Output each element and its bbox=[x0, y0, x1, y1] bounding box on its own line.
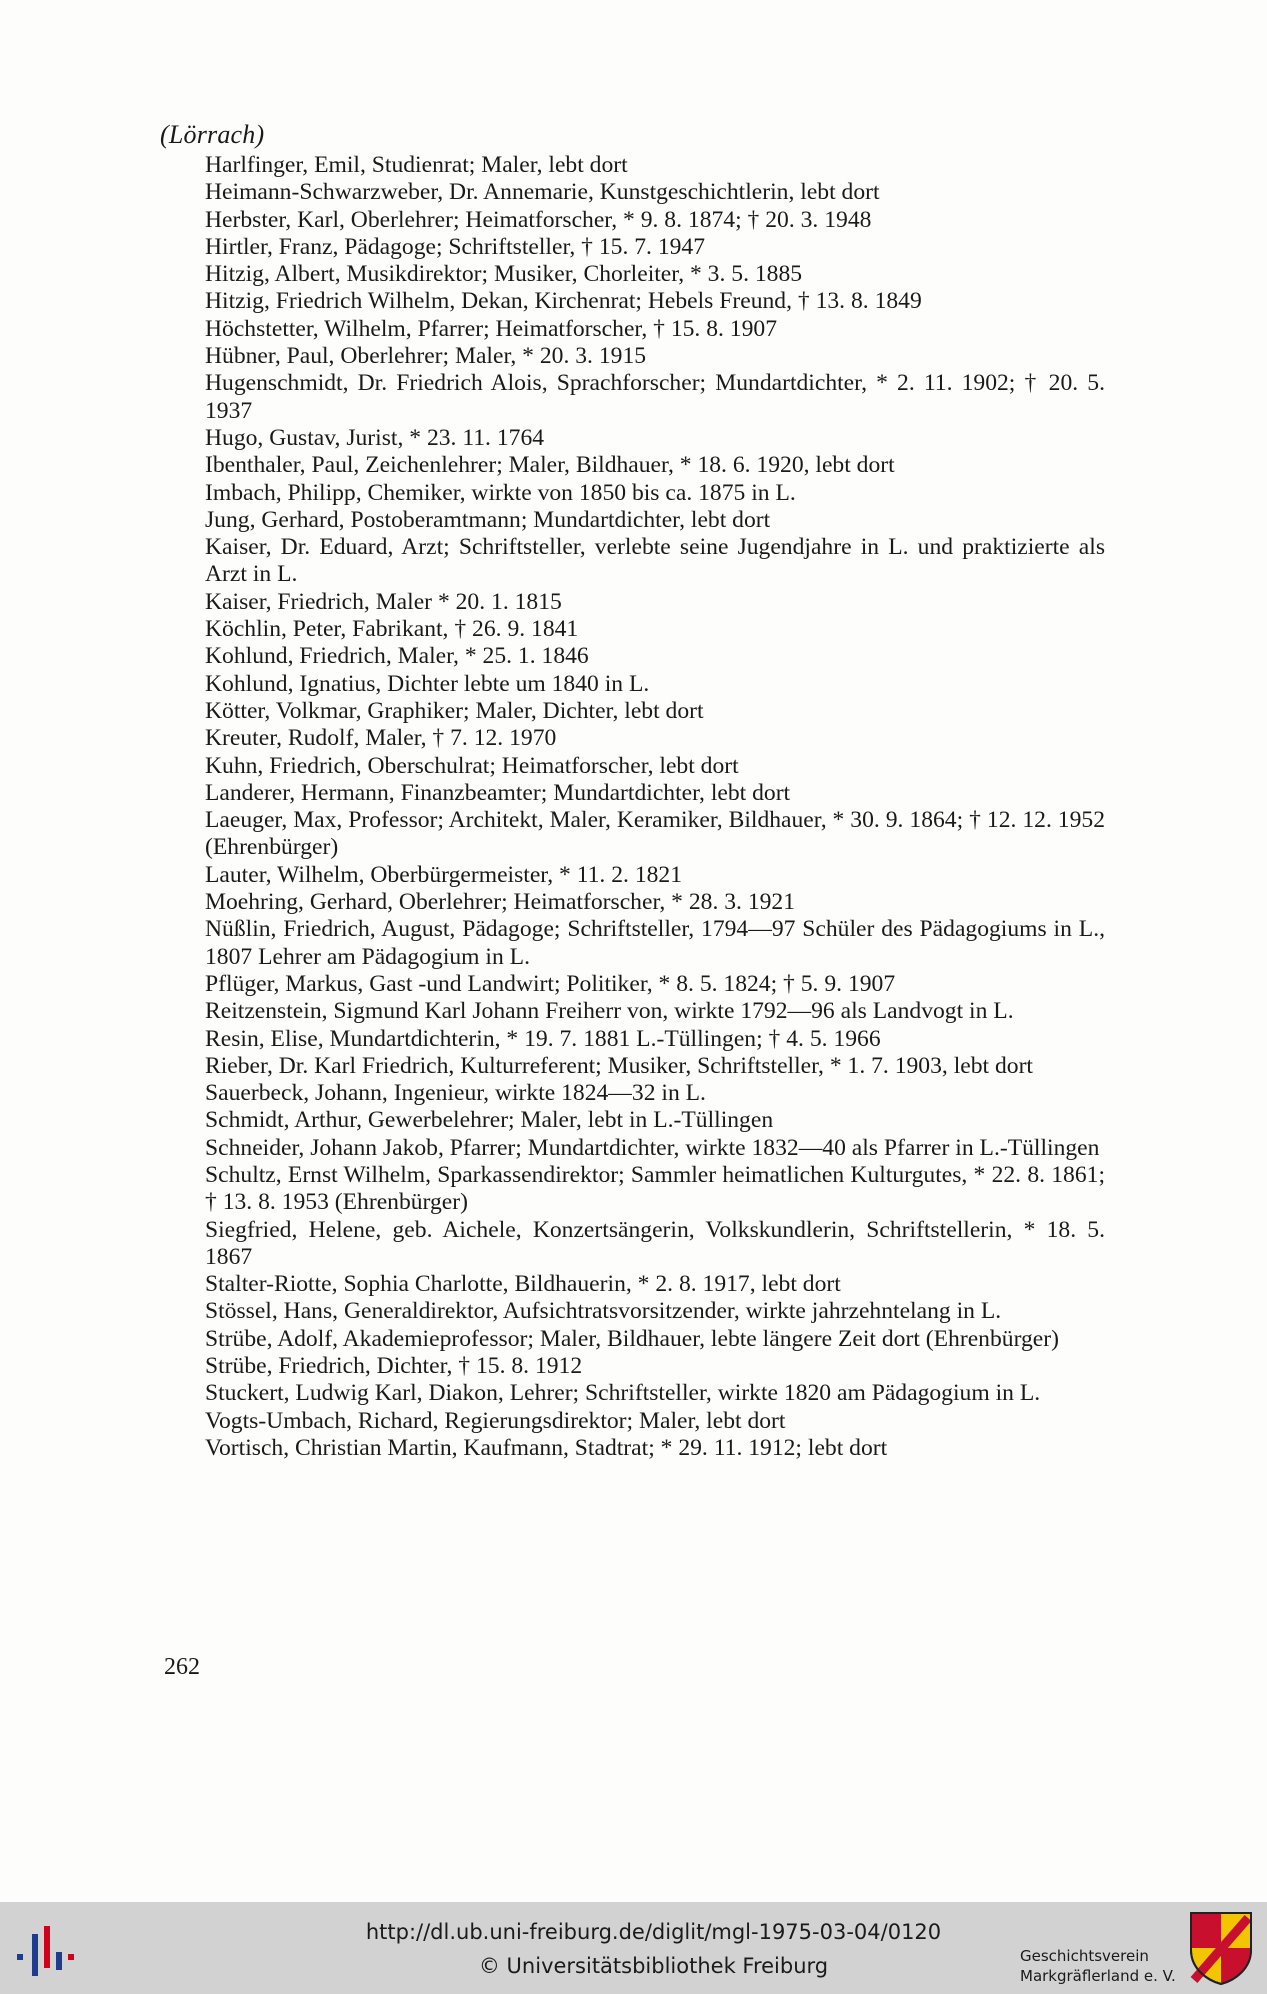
list-item: Hugo, Gustav, Jurist, * 23. 11. 1764 bbox=[205, 424, 545, 451]
list-item: Schneider, Johann Jakob, Pfarrer; Mundartdichter, wirkte 1832—40 als Pfarrer in L.-Tüllingen bbox=[205, 1134, 1100, 1161]
list-item: Stalter-Riotte, Sophia Charlotte, Bildhauerin, * 2. 8. 1917, lebt dort bbox=[205, 1271, 841, 1298]
list-item: Hübner, Paul, Oberlehrer; Maler, * 20. 3. 1915 bbox=[205, 343, 647, 370]
list-item: Köchlin, Peter, Fabrikant, † 26. 9. 1841 bbox=[205, 616, 579, 643]
geschichtsverein-crest-icon bbox=[1188, 1910, 1254, 1986]
list-item: Strübe, Friedrich, Dichter, † 15. 8. 1912 bbox=[205, 1353, 583, 1380]
list-item: Kaiser, Dr. Eduard, Arzt; Schriftsteller, verlebte seine Jugendjahre in L. und praktizierte als Arzt in L. bbox=[205, 534, 1105, 588]
society-name bbox=[1020, 1946, 1176, 1986]
list-item: Harlfinger, Emil, Studienrat; Maler, lebt dort bbox=[205, 152, 628, 178]
list-item: Kuhn, Friedrich, Oberschulrat; Heimatforscher, lebt dort bbox=[205, 752, 739, 779]
list-item: Nüßlin, Friedrich, August, Pädagoge; Schriftsteller, 1794—97 Schüler des Pädagogiums in L., 1807 Lehrer am Pädagogium in L. bbox=[205, 916, 1105, 970]
list-item: Resin, Elise, Mundartdichterin, * 19. 7. 1881 L.-Tüllingen; † 4. 5. 1966 bbox=[205, 1025, 881, 1052]
list-item: Pflüger, Markus, Gast -und Landwirt; Politiker, * 8. 5. 1824; † 5. 9. 1907 bbox=[205, 970, 896, 997]
list-item: Kohlund, Ignatius, Dichter lebte um 1840 in L. bbox=[205, 670, 650, 697]
list-item: Kaiser, Friedrich, Maler * 20. 1. 1815 bbox=[205, 588, 562, 615]
list-item: Ibenthaler, Paul, Zeichenlehrer; Maler, Bildhauer, * 18. 6. 1920, lebt dort bbox=[205, 452, 895, 479]
list-item: Stössel, Hans, Generaldirektor, Aufsichtratsvorsitzender, wirkte jahrzehntelang in L. bbox=[205, 1298, 1002, 1325]
permalink-url[interactable]: http://dl.ub.uni-freiburg.de/diglit/mgl-1975-03-04/0120 bbox=[365, 1920, 942, 1944]
list-item: Imbach, Philipp, Chemiker, wirkte von 1850 bis ca. 1875 in L. bbox=[205, 479, 796, 506]
society-line-1: Geschichtsverein bbox=[1020, 1947, 1149, 1965]
entry-list bbox=[205, 152, 1105, 1462]
list-item: Landerer, Hermann, Finanzbeamter; Mundartdichter, lebt dort bbox=[205, 779, 791, 806]
list-item: Stuckert, Ludwig Karl, Diakon, Lehrer; Schriftsteller, wirkte 1820 am Pädagogium in L. bbox=[205, 1380, 1041, 1407]
list-item: Hirtler, Franz, Pädagoge; Schriftsteller, † 15. 7. 1947 bbox=[205, 233, 706, 260]
list-item: Schultz, Ernst Wilhelm, Sparkassendirektor; Sammler heimatlichen Kulturgutes, * 22. 8. 1861; † 13. 8. 1953 (Ehrenbürger) bbox=[205, 1161, 1105, 1216]
list-item: Lauter, Wilhelm, Oberbürgermeister, * 11. 2. 1821 bbox=[205, 861, 683, 888]
list-item: Höchstetter, Wilhelm, Pfarrer; Heimatforscher, † 15. 8. 1907 bbox=[205, 315, 777, 342]
list-item: Heimann-Schwarzweber, Dr. Annemarie, Kunstgeschichtlerin, lebt dort bbox=[205, 179, 880, 206]
list-item: Moehring, Gerhard, Oberlehrer; Heimatforscher, * 28. 3. 1921 bbox=[205, 889, 796, 916]
list-item: Laeuger, Max, Professor; Architekt, Maler, Keramiker, Bildhauer, * 30. 9. 1864; † 12. 12. 1952 (Ehrenbürger) bbox=[205, 807, 1105, 861]
list-item: Strübe, Adolf, Akademieprofessor; Maler, Bildhauer, lebte längere Zeit dort (Ehrenbürger) bbox=[205, 1325, 1059, 1352]
list-item: Kreuter, Rudolf, Maler, † 7. 12. 1970 bbox=[205, 725, 557, 752]
list-item: Vogts-Umbach, Richard, Regierungsdirektor; Maler, lebt dort bbox=[205, 1407, 786, 1434]
page-number: 262 bbox=[164, 1654, 200, 1680]
list-item: Hitzig, Friedrich Wilhelm, Dekan, Kirchenrat; Hebels Freund, † 13. 8. 1849 bbox=[205, 288, 922, 315]
list-item: Herbster, Karl, Oberlehrer; Heimatforscher, * 9. 8. 1874; † 20. 3. 1948 bbox=[205, 206, 872, 233]
list-item: Hugenschmidt, Dr. Friedrich Alois, Sprachforscher; Mundartdichter, * 2. 11. 1902; † 20. 5. 1937 bbox=[205, 370, 1105, 424]
region-label: (Lörrach) bbox=[160, 120, 265, 149]
list-item: Reitzenstein, Sigmund Karl Johann Freiherr von, wirkte 1792—96 als Landvogt in L. bbox=[205, 998, 1014, 1025]
society-line-2: Markgräflerland e. V. bbox=[1020, 1967, 1176, 1985]
list-item: Schmidt, Arthur, Gewerbelehrer; Maler, lebt in L.-Tüllingen bbox=[205, 1107, 774, 1134]
list-item: Kohlund, Friedrich, Maler, * 25. 1. 1846 bbox=[205, 643, 589, 670]
list-item: Hitzig, Albert, Musikdirektor; Musiker, Chorleiter, * 3. 5. 1885 bbox=[205, 261, 803, 288]
list-item: Sauerbeck, Johann, Ingenieur, wirkte 1824—32 in L. bbox=[205, 1080, 706, 1107]
copyright-notice: © Universitätsbibliothek Freiburg bbox=[478, 1954, 829, 1978]
list-item: Kötter, Volkmar, Graphiker; Maler, Dichter, lebt dort bbox=[205, 697, 704, 724]
list-item: Rieber, Dr. Karl Friedrich, Kulturreferent; Musiker, Schriftsteller, * 1. 7. 1903, lebt dort bbox=[205, 1052, 1033, 1079]
list-item: Vortisch, Christian Martin, Kaufmann, Stadtrat; * 29. 11. 1912; lebt dort bbox=[205, 1434, 888, 1461]
list-item: Siegfried, Helene, geb. Aichele, Konzertsängerin, Volkskundlerin, Schriftstellerin, * 18. 5. 1867 bbox=[205, 1216, 1105, 1270]
list-item: Jung, Gerhard, Postoberamtmann; Mundartdichter, lebt dort bbox=[205, 506, 771, 533]
